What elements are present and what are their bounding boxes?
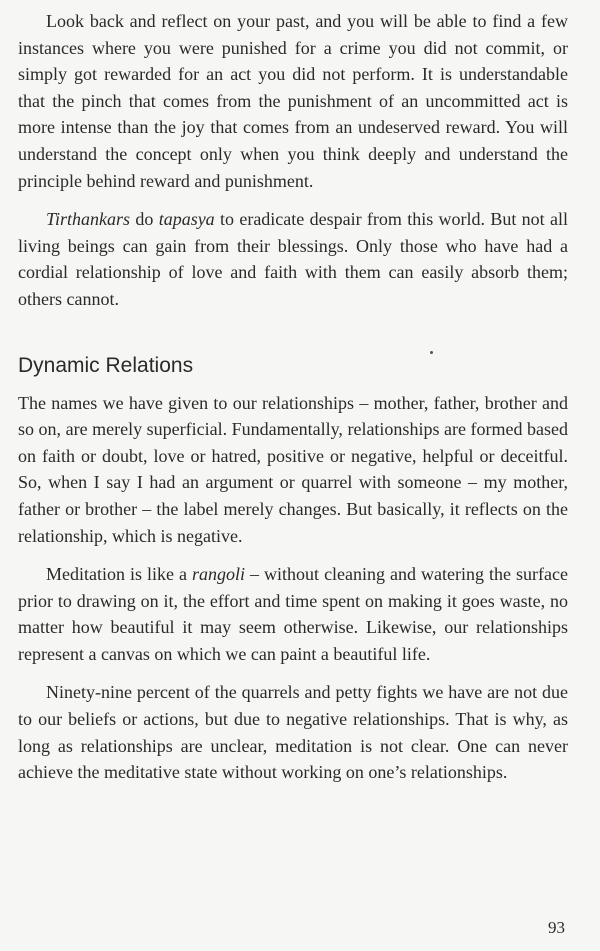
italic-term-tirthankars: Tirthankars xyxy=(46,209,131,230)
text-fragment: to eradicate despair from this world. But not all living beings can gain from their blessings. Only those who have had a cordial relationship of love and faith with them can easily absorb them; others cannot. xyxy=(18,209,569,309)
paragraph-ninety-nine-percent: Ninety-nine percent of the quarrels and petty fights we have are not due to our beliefs or actions, but due to negative relationships. That is why, as long as relationships are unclear, meditation is not clear. One can never achieve the meditative state without working on one’s relationships. xyxy=(18,682,568,783)
text-fragment: Meditation is like a xyxy=(46,564,193,585)
italic-term-rangoli: rangoli xyxy=(192,564,246,585)
page-number: 93 xyxy=(548,918,565,937)
italic-term-tapasya: tapasya xyxy=(158,209,215,230)
paragraph-names-relationships: The names we have given to our relationships – mother, father, brother and so on, are merely superficial. Fundamentally, relationships are formed based on faith or doubt, love or hatred, positive or negative, helpful or deceitful. So, when I say I had an argument or quarrel with someone – my mother, father or brother – the label merely changes. But basically, it reflects on the relationship, which is negative. xyxy=(18,392,568,546)
book-page xyxy=(18,8,568,786)
text-fragment: – without cleaning and watering the surface prior to drawing on it, the effort and time spent on making it goes waste, no matter how beautiful it may seem otherwise. Likewise, our relationships represent a canvas on which we can paint a beautiful life. xyxy=(18,564,568,664)
paragraph-tirthankars xyxy=(18,206,568,312)
paper-speck xyxy=(430,351,433,354)
paragraph-meditation-rangoli xyxy=(18,561,568,667)
text-fragment: do xyxy=(130,209,159,230)
paragraph-reflect-past: Look back and reflect on your past, and you will be able to find a few instances where you were punished for a crime you did not commit, or simply got rewarded for an act you did not perform. It is understandable that the pinch that comes from the punishment of an uncommitted act is more intense than the joy that comes from an undeserved reward. You will understand the concept only when you think deeply and understand the principle behind reward and punishment. xyxy=(18,11,568,191)
section-heading: Dynamic Relations xyxy=(18,353,194,377)
